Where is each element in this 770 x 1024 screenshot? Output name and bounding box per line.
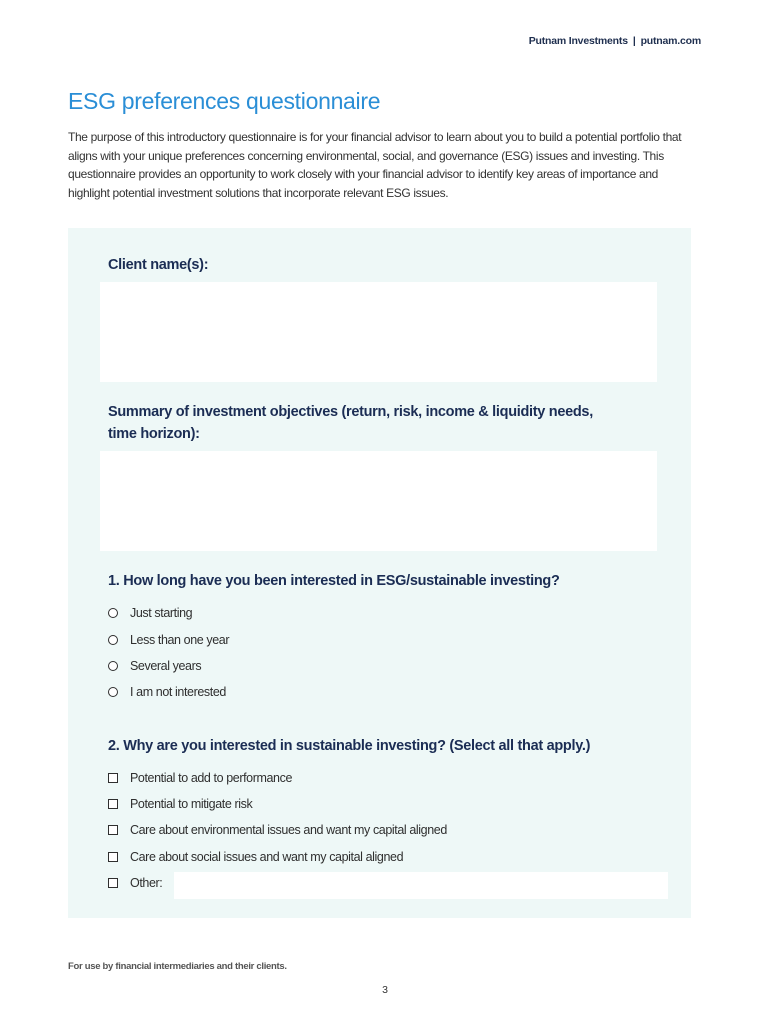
option-label: Potential to mitigate risk — [130, 797, 253, 811]
page-number: 3 — [382, 984, 388, 996]
checkbox[interactable] — [108, 799, 118, 809]
option-label: Other: — [130, 876, 163, 890]
summary-label — [108, 401, 593, 445]
client-name-label: Client name(s): — [108, 257, 209, 273]
q2-option-performance[interactable] — [108, 769, 292, 787]
client-name-field[interactable] — [100, 282, 657, 382]
summary-label-line2: time horizon): — [108, 426, 200, 442]
summary-field[interactable] — [100, 451, 657, 551]
q1-option-several-years[interactable] — [108, 657, 201, 675]
q2-option-mitigate-risk[interactable] — [108, 795, 252, 813]
question-1: 1. How long have you been interested in ESG/sustainable investing? — [108, 573, 560, 589]
radio-button[interactable] — [108, 608, 118, 618]
checkbox[interactable] — [108, 825, 118, 835]
question-2: 2. Why are you interested in sustainable investing? (Select all that apply.) — [108, 738, 591, 754]
q1-option-not-interested[interactable] — [108, 683, 226, 701]
checkbox[interactable] — [108, 878, 118, 888]
checkbox[interactable] — [108, 773, 118, 783]
option-label: Care about social issues and want my capital aligned — [130, 850, 404, 864]
intro-paragraph: The purpose of this introductory questionnaire is for your financial advisor to learn about you to build a potential portfolio that aligns with your unique preferences concerning environmental, social, and governance (ESG) issues and investing. This questionnaire provides an opportunity to work closely with your financial advisor to identify key areas of importance and highlight potential investment solutions that incorporate relevant ESG issues. — [68, 130, 682, 200]
questionnaire-panel — [68, 228, 691, 918]
company-name: Putnam Investments — [528, 35, 628, 47]
option-label: I am not interested — [130, 685, 226, 699]
page-title: ESG preferences questionnaire — [68, 88, 381, 114]
option-label: Just starting — [130, 606, 193, 620]
q1-option-just-starting[interactable] — [108, 604, 192, 622]
q2-option-environmental[interactable] — [108, 821, 447, 839]
other-text-field[interactable] — [174, 872, 668, 899]
q1-option-less-than-one-year[interactable] — [108, 631, 229, 649]
website-link[interactable]: putnam.com — [640, 35, 701, 47]
footer-note: For use by financial intermediaries and their clients. — [68, 961, 287, 972]
summary-label-line1: Summary of investment objectives (return, risk, income & liquidity needs, — [108, 404, 593, 420]
q2-option-social[interactable] — [108, 848, 403, 866]
option-label: Less than one year — [130, 633, 230, 647]
header-separator: | — [632, 35, 636, 47]
option-label: Several years — [130, 659, 202, 673]
header-brand — [529, 35, 701, 47]
option-label: Care about environmental issues and want my capital aligned — [130, 823, 447, 837]
radio-button[interactable] — [108, 687, 118, 697]
q2-option-other[interactable] — [108, 874, 162, 892]
radio-button[interactable] — [108, 661, 118, 671]
option-label: Potential to add to performance — [130, 771, 293, 785]
checkbox[interactable] — [108, 852, 118, 862]
radio-button[interactable] — [108, 635, 118, 645]
